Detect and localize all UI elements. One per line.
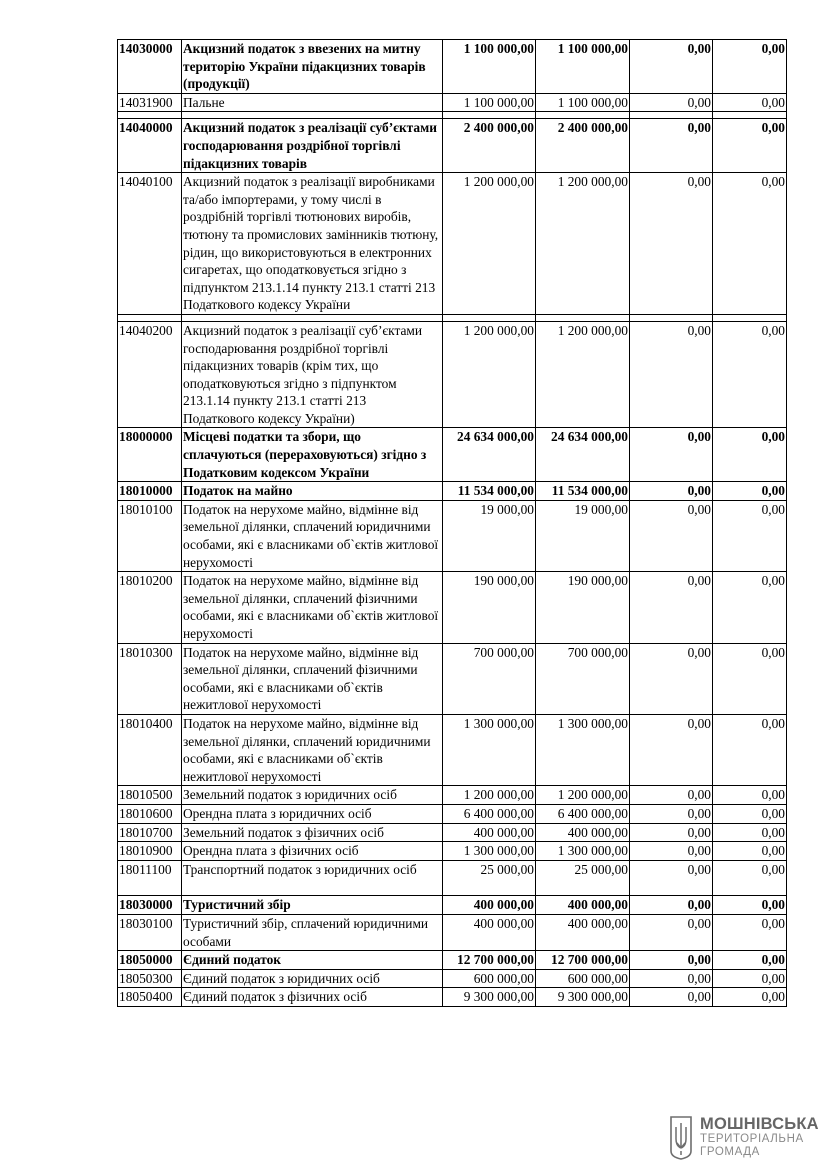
- table-row: [118, 823, 787, 842]
- name-cell: Пальне: [182, 93, 443, 112]
- value-cell-2: 1 300 000,00: [536, 842, 630, 861]
- spacer-cell: [182, 112, 443, 119]
- value-cell-1: 400 000,00: [443, 914, 536, 950]
- spacer-cell: [713, 112, 787, 119]
- table-spacer-row: [118, 112, 787, 119]
- code-cell: 18000000: [118, 428, 182, 482]
- code-cell: 18010900: [118, 842, 182, 861]
- name-cell: Єдиний податок: [182, 951, 443, 970]
- value-cell-1: 9 300 000,00: [443, 988, 536, 1007]
- spacer-cell: [536, 112, 630, 119]
- table-row: [118, 93, 787, 112]
- name-cell: Податок на майно: [182, 482, 443, 501]
- value-cell-3: 0,00: [630, 119, 713, 173]
- value-cell-1: 1 200 000,00: [443, 173, 536, 315]
- value-cell-3: 0,00: [630, 823, 713, 842]
- table-row: [118, 500, 787, 571]
- name-cell: Орендна плата з юридичних осіб: [182, 804, 443, 823]
- code-cell: 14040100: [118, 173, 182, 315]
- name-cell: Акцизний податок з реалізації суб’єктами господарювання роздрібної торгівлі підакцизних товарів (крім тих, що оподатковуються згідно з підпунктом 213.1.14 пункту 213.1 статті 213 Податкового кодексу України): [182, 321, 443, 428]
- code-cell: 18010600: [118, 804, 182, 823]
- spacer-cell: [630, 314, 713, 321]
- code-cell: 14040000: [118, 119, 182, 173]
- value-cell-2: 1 200 000,00: [536, 321, 630, 428]
- table-row: [118, 714, 787, 785]
- value-cell-3: 0,00: [630, 572, 713, 643]
- table-row: [118, 321, 787, 428]
- value-cell-4: 0,00: [713, 714, 787, 785]
- code-cell: 18010200: [118, 572, 182, 643]
- table-row: [118, 804, 787, 823]
- value-cell-2: 700 000,00: [536, 643, 630, 714]
- value-cell-4: 0,00: [713, 914, 787, 950]
- code-cell: 18030100: [118, 914, 182, 950]
- value-cell-2: 400 000,00: [536, 896, 630, 915]
- value-cell-1: 1 200 000,00: [443, 321, 536, 428]
- value-cell-3: 0,00: [630, 860, 713, 896]
- value-cell-4: 0,00: [713, 93, 787, 112]
- value-cell-2: 11 534 000,00: [536, 482, 630, 501]
- name-cell: Податок на нерухоме майно, відмінне від земельної ділянки, сплачений юридичними особами, які є власниками об`єктів нежитлової нерухомості: [182, 714, 443, 785]
- value-cell-1: 25 000,00: [443, 860, 536, 896]
- budget-table: [117, 39, 787, 1007]
- value-cell-4: 0,00: [713, 988, 787, 1007]
- spacer-cell: [118, 112, 182, 119]
- name-cell: Орендна плата з фізичних осіб: [182, 842, 443, 861]
- value-cell-1: 400 000,00: [443, 823, 536, 842]
- value-cell-2: 600 000,00: [536, 969, 630, 988]
- value-cell-3: 0,00: [630, 482, 713, 501]
- logo-title: МОШНІВСЬКА: [700, 1115, 819, 1133]
- value-cell-1: 11 534 000,00: [443, 482, 536, 501]
- value-cell-1: 24 634 000,00: [443, 428, 536, 482]
- name-cell: Туристичний збір, сплачений юридичними особами: [182, 914, 443, 950]
- value-cell-2: 25 000,00: [536, 860, 630, 896]
- spacer-cell: [713, 314, 787, 321]
- value-cell-2: 400 000,00: [536, 823, 630, 842]
- value-cell-3: 0,00: [630, 951, 713, 970]
- spacer-cell: [182, 314, 443, 321]
- value-cell-2: 400 000,00: [536, 914, 630, 950]
- name-cell: Податок на нерухоме майно, відмінне від земельної ділянки, сплачений юридичними особами, які є власниками об`єктів житлової нерухомості: [182, 500, 443, 571]
- code-cell: 18011100: [118, 860, 182, 896]
- name-cell: Податок на нерухоме майно, відмінне від земельної ділянки, сплачений фізичними особами, які є власниками об`єктів нежитлової нерухомості: [182, 643, 443, 714]
- value-cell-3: 0,00: [630, 804, 713, 823]
- name-cell: Акцизний податок з ввезених на митну територію України підакцизних товарів (продукції): [182, 40, 443, 94]
- value-cell-3: 0,00: [630, 896, 713, 915]
- value-cell-4: 0,00: [713, 804, 787, 823]
- name-cell: Земельний податок з юридичних осіб: [182, 786, 443, 805]
- value-cell-4: 0,00: [713, 572, 787, 643]
- table-row: [118, 988, 787, 1007]
- value-cell-4: 0,00: [713, 173, 787, 315]
- value-cell-4: 0,00: [713, 896, 787, 915]
- table-row: [118, 969, 787, 988]
- value-cell-4: 0,00: [713, 643, 787, 714]
- table-row: [118, 786, 787, 805]
- value-cell-1: 1 300 000,00: [443, 714, 536, 785]
- code-cell: 18050400: [118, 988, 182, 1007]
- budget-table-body: [118, 40, 787, 1007]
- value-cell-2: 19 000,00: [536, 500, 630, 571]
- value-cell-4: 0,00: [713, 500, 787, 571]
- value-cell-3: 0,00: [630, 93, 713, 112]
- name-cell: Єдиний податок з фізичних осіб: [182, 988, 443, 1007]
- spacer-cell: [443, 112, 536, 119]
- table-row: [118, 896, 787, 915]
- value-cell-2: 9 300 000,00: [536, 988, 630, 1007]
- value-cell-4: 0,00: [713, 482, 787, 501]
- value-cell-3: 0,00: [630, 321, 713, 428]
- value-cell-2: 190 000,00: [536, 572, 630, 643]
- name-cell: Акцизний податок з реалізації суб’єктами господарювання роздрібної торгівлі підакцизних товарів: [182, 119, 443, 173]
- value-cell-2: 2 400 000,00: [536, 119, 630, 173]
- value-cell-2: 6 400 000,00: [536, 804, 630, 823]
- name-cell: Податок на нерухоме майно, відмінне від земельної ділянки, сплачений фізичними особами, які є власниками об`єктів житлової нерухомості: [182, 572, 443, 643]
- value-cell-3: 0,00: [630, 40, 713, 94]
- code-cell: 18050300: [118, 969, 182, 988]
- name-cell: Акцизний податок з реалізації виробниками та/або імпортерами, у тому числі в роздрібній торгівлі тютюнових виробів, тютюну та промислових замінників тютюну, рідин, що використовуються в електронних сигаретах, що оподатковується згідно з підпунктом 213.1.14 пункту 213.1 статті 213 Податкового кодексу України: [182, 173, 443, 315]
- code-cell: 18010400: [118, 714, 182, 785]
- value-cell-4: 0,00: [713, 119, 787, 173]
- code-cell: 18010500: [118, 786, 182, 805]
- table-row: [118, 173, 787, 315]
- value-cell-2: 1 100 000,00: [536, 40, 630, 94]
- budget-table-container: [117, 39, 786, 1007]
- value-cell-1: 19 000,00: [443, 500, 536, 571]
- value-cell-1: 12 700 000,00: [443, 951, 536, 970]
- value-cell-2: 1 200 000,00: [536, 786, 630, 805]
- code-cell: 18010100: [118, 500, 182, 571]
- code-cell: 18010000: [118, 482, 182, 501]
- value-cell-2: 24 634 000,00: [536, 428, 630, 482]
- value-cell-3: 0,00: [630, 428, 713, 482]
- value-cell-1: 1 300 000,00: [443, 842, 536, 861]
- value-cell-1: 1 100 000,00: [443, 93, 536, 112]
- value-cell-4: 0,00: [713, 842, 787, 861]
- value-cell-3: 0,00: [630, 786, 713, 805]
- table-row: [118, 842, 787, 861]
- spacer-cell: [118, 314, 182, 321]
- value-cell-2: 1 200 000,00: [536, 173, 630, 315]
- value-cell-2: 1 300 000,00: [536, 714, 630, 785]
- name-cell: Транспортний податок з юридичних осіб: [182, 860, 443, 896]
- name-cell: Туристичний збір: [182, 896, 443, 915]
- value-cell-3: 0,00: [630, 643, 713, 714]
- value-cell-2: 1 100 000,00: [536, 93, 630, 112]
- value-cell-1: 190 000,00: [443, 572, 536, 643]
- value-cell-3: 0,00: [630, 914, 713, 950]
- code-cell: 14030000: [118, 40, 182, 94]
- table-row: [118, 482, 787, 501]
- code-cell: 18010300: [118, 643, 182, 714]
- code-cell: 18030000: [118, 896, 182, 915]
- spacer-cell: [443, 314, 536, 321]
- table-row: [118, 860, 787, 896]
- spacer-cell: [536, 314, 630, 321]
- value-cell-4: 0,00: [713, 428, 787, 482]
- value-cell-4: 0,00: [713, 823, 787, 842]
- code-cell: 18010700: [118, 823, 182, 842]
- value-cell-4: 0,00: [713, 40, 787, 94]
- table-row: [118, 951, 787, 970]
- value-cell-1: 600 000,00: [443, 969, 536, 988]
- value-cell-4: 0,00: [713, 969, 787, 988]
- logo-subtitle-1: ТЕРИТОРІАЛЬНА: [700, 1133, 804, 1145]
- value-cell-3: 0,00: [630, 714, 713, 785]
- code-cell: 14031900: [118, 93, 182, 112]
- spacer-cell: [630, 112, 713, 119]
- community-logo: [668, 1115, 819, 1163]
- code-cell: 14040200: [118, 321, 182, 428]
- table-row: [118, 40, 787, 94]
- table-row: [118, 119, 787, 173]
- value-cell-1: 2 400 000,00: [443, 119, 536, 173]
- table-row: [118, 428, 787, 482]
- name-cell: Місцеві податки та збори, що сплачуються (перераховуються) згідно з Податковим кодексом України: [182, 428, 443, 482]
- value-cell-3: 0,00: [630, 500, 713, 571]
- table-row: [118, 914, 787, 950]
- value-cell-4: 0,00: [713, 321, 787, 428]
- trident-icon: [668, 1115, 694, 1161]
- table-row: [118, 572, 787, 643]
- value-cell-4: 0,00: [713, 951, 787, 970]
- name-cell: Єдиний податок з юридичних осіб: [182, 969, 443, 988]
- code-cell: 18050000: [118, 951, 182, 970]
- table-spacer-row: [118, 314, 787, 321]
- value-cell-1: 1 100 000,00: [443, 40, 536, 94]
- value-cell-4: 0,00: [713, 860, 787, 896]
- value-cell-1: 6 400 000,00: [443, 804, 536, 823]
- value-cell-3: 0,00: [630, 988, 713, 1007]
- name-cell: Земельний податок з фізичних осіб: [182, 823, 443, 842]
- value-cell-1: 1 200 000,00: [443, 786, 536, 805]
- value-cell-3: 0,00: [630, 842, 713, 861]
- table-row: [118, 643, 787, 714]
- value-cell-1: 400 000,00: [443, 896, 536, 915]
- value-cell-3: 0,00: [630, 969, 713, 988]
- value-cell-3: 0,00: [630, 173, 713, 315]
- value-cell-2: 12 700 000,00: [536, 951, 630, 970]
- value-cell-1: 700 000,00: [443, 643, 536, 714]
- value-cell-4: 0,00: [713, 786, 787, 805]
- logo-subtitle-2: ГРОМАДА: [700, 1146, 760, 1158]
